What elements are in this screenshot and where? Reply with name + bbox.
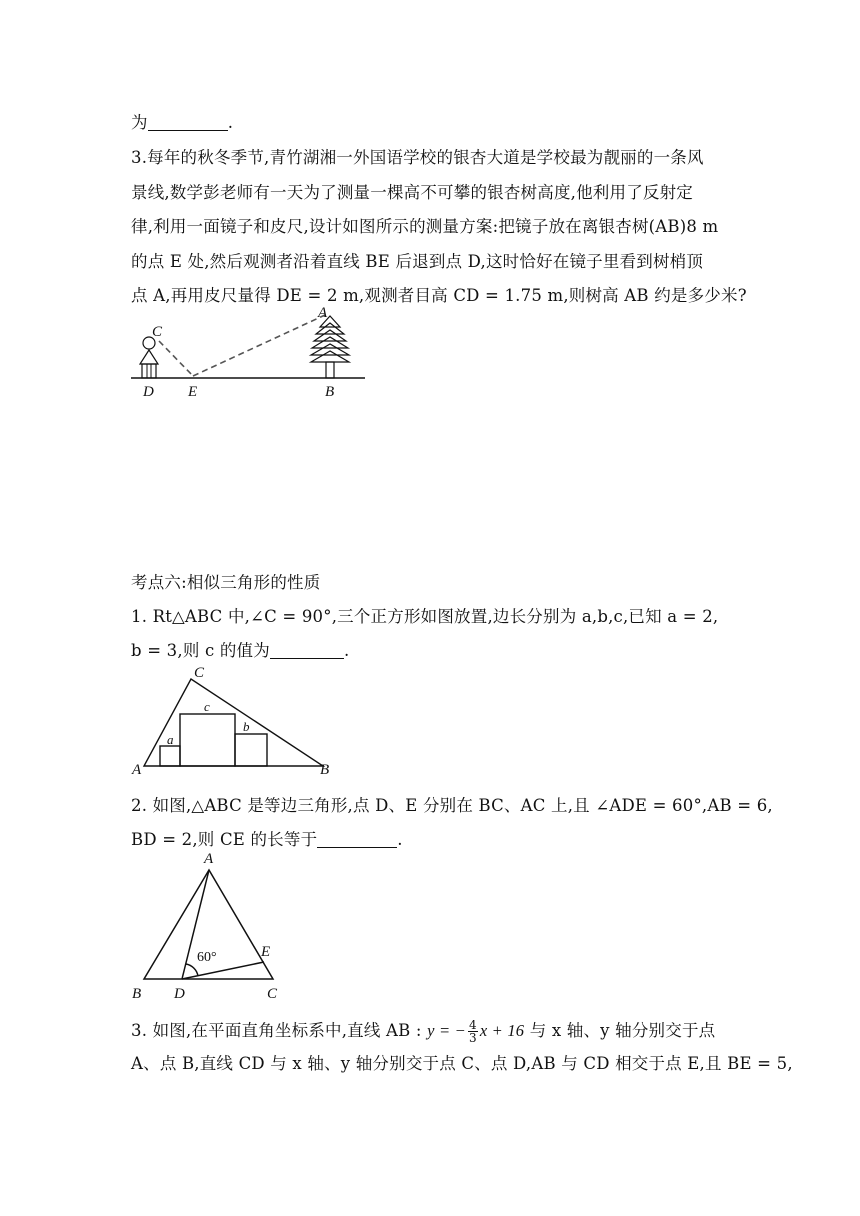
label-C: C: [267, 986, 278, 1002]
label-A: A: [204, 851, 214, 867]
triangle-ABC: [144, 679, 323, 766]
equilateral-question-line-1: 2. 如图,△ABC 是等边三角形,点 D、E 分别在 BC、AC 上,且 ∠ADE = 60°,AB = 6,: [131, 796, 773, 815]
label-C: C: [194, 667, 205, 681]
equation-part-2: x + 16: [479, 1021, 525, 1040]
tree-question-line-3: 律,利用一面镜子和皮尺,设计如图所示的测量方案:把镜子放在离银杏树(AB)8 m: [131, 217, 719, 236]
label-angle: 60°: [197, 950, 217, 965]
squares-triangle-figure: [130, 667, 340, 777]
tree-question-line-2: 景线,数学彭老师有一天为了测量一棵高不可攀的银杏树高度,他利用了反射定: [131, 183, 693, 202]
square-c: [180, 714, 235, 766]
answer-blank-ce[interactable]: [317, 831, 397, 848]
reflection-ray-tree: [193, 315, 325, 376]
observer-body: [140, 350, 158, 364]
label-B: B: [320, 762, 330, 777]
text-wei: 为: [131, 113, 148, 132]
equilateral-question-text: BD = 2,则 CE 的长等于: [131, 830, 318, 849]
equilateral-triangle-figure: [128, 848, 288, 1003]
angle-arc: [186, 964, 198, 976]
square-b: [235, 734, 267, 766]
label-E: E: [261, 944, 271, 960]
observer-legs: [142, 364, 156, 378]
square-a: [160, 746, 180, 766]
label-E: E: [188, 384, 198, 400]
answer-blank[interactable]: [148, 114, 228, 131]
answer-blank-c[interactable]: [270, 642, 344, 659]
label-a: a: [167, 732, 174, 747]
tree-question-line-4: 的点 E 处,然后观测者沿着直线 BE 后退到点 D,这时恰好在镜子里看到树梢顶: [131, 252, 704, 271]
squares-question-line-2: b = 3,则 c 的值为 .: [131, 641, 350, 660]
ginkgo-tree: [311, 316, 349, 378]
label-A: A: [132, 762, 142, 777]
label-B: B: [325, 384, 335, 400]
text-period: .: [227, 113, 234, 132]
squares-question-line-1: 1. Rt△ABC 中,∠C = 90°,三个正方形如图放置,边长分别为 a,b,c,已知 a = 2,: [131, 607, 719, 626]
equation-part-1: y = −: [427, 1021, 466, 1040]
label-c: c: [204, 699, 210, 714]
label-D: D: [174, 986, 185, 1002]
label-b: b: [243, 719, 250, 734]
label-C: C: [152, 324, 163, 340]
tree-question-line-1: 3.每年的秋冬季节,青竹湖湘一外国语学校的银杏大道是学校最为靓丽的一条风: [131, 148, 704, 167]
tree-question-line-5: 点 A,再用皮尺量得 DE = 2 m,观测者目高 CD = 1.75 m,则树高 AB 约是多少米?: [131, 286, 747, 305]
section-title: 考点六:相似三角形的性质: [131, 573, 321, 592]
coordinate-question-line-1: 3. 如图,在平面直角坐标系中,直线 AB : y = − $\frac{4}{3}$ x + 16 与 x 轴、y 轴分别交于点: [131, 1018, 716, 1045]
label-B: B: [132, 986, 142, 1002]
fraction-4-3: $\frac{4}{3}$: [468, 1018, 477, 1045]
reflection-ray-observer: [159, 341, 193, 376]
label-D: D: [143, 384, 154, 400]
squares-question-text: b = 3,则 c 的值为: [131, 641, 270, 660]
mirror-measurement-figure: [125, 303, 375, 403]
label-A: A: [318, 305, 328, 321]
coordinate-question-line-2: A、点 B,直线 CD 与 x 轴、y 轴分别交于点 C、点 D,AB 与 CD 相交于点 E,且 BE = 5,: [131, 1054, 793, 1073]
equilateral-question-line-2: BD = 2,则 CE 的长等于 .: [131, 830, 403, 849]
answer-line-previous: [131, 113, 233, 133]
segment-DE: [182, 962, 264, 979]
